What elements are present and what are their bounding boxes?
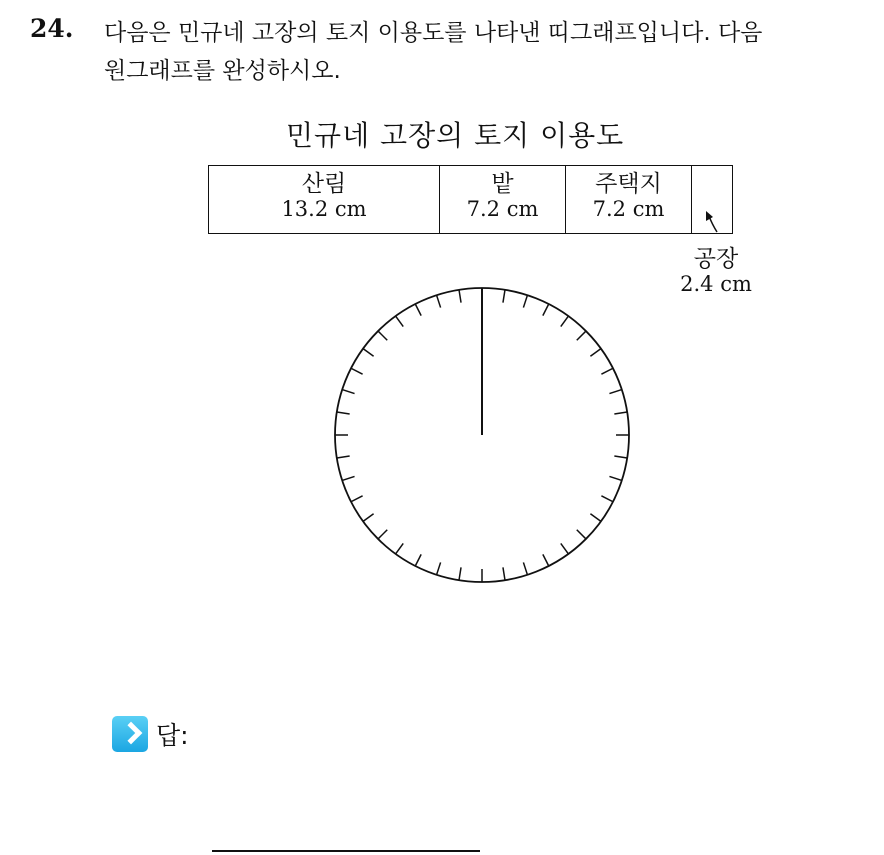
circle-tick: [363, 514, 374, 522]
circle-tick: [523, 295, 527, 307]
circle-tick: [543, 304, 549, 316]
question-number: 24.: [30, 14, 74, 43]
question-line-2: 원그래프를 완성하시오.: [104, 58, 341, 84]
circle-tick: [609, 476, 621, 480]
segment-name: 공장: [693, 246, 739, 272]
circle-tick: [396, 316, 404, 327]
circle-tick: [351, 368, 363, 374]
segment-value: 2.4 cm: [680, 272, 752, 296]
circle-tick: [561, 543, 569, 554]
circle-tick: [577, 331, 586, 340]
circle-tick: [437, 562, 441, 574]
question-line-1: 다음은 민규네 고장의 토지 이용도를 나타낸 띠그래프입니다. 다음: [104, 20, 763, 46]
circle-tick: [459, 290, 461, 303]
circle-tick: [378, 530, 387, 539]
circle-tick: [614, 456, 627, 458]
circle-tick: [415, 554, 421, 566]
chevron-right-icon: [112, 716, 148, 752]
circle-tick: [342, 476, 354, 480]
circle-tick: [523, 562, 527, 574]
answer-input-line[interactable]: [212, 850, 480, 852]
circle-tick: [415, 304, 421, 316]
circle-tick: [561, 316, 569, 327]
circle-tick: [437, 295, 441, 307]
circle-tick: [363, 349, 374, 357]
circle-tick: [609, 390, 621, 394]
circle-tick: [378, 331, 387, 340]
circle-tick: [590, 514, 601, 522]
circle-tick: [577, 530, 586, 539]
circle-graph: [335, 288, 629, 582]
circle-tick: [337, 412, 350, 414]
segment-name: 산림: [301, 171, 347, 197]
circle-tick: [396, 543, 404, 554]
circle-tick: [601, 368, 613, 374]
answer-label: 답:: [156, 721, 189, 750]
answer-row: [112, 716, 189, 752]
circle-tick: [503, 290, 505, 303]
circle-tick: [543, 554, 549, 566]
circle-tick: [459, 567, 461, 580]
segment-value: 7.2 cm: [466, 197, 539, 221]
circle-tick: [503, 567, 505, 580]
circle-tick: [351, 496, 363, 502]
segment-value: 7.2 cm: [592, 197, 665, 221]
circle-tick: [337, 456, 350, 458]
graph-title: 민규네 고장의 토지 이용도: [286, 119, 625, 152]
factory-arrow: [706, 211, 717, 232]
circle-tick: [601, 496, 613, 502]
segment-name: 주택지: [595, 171, 662, 197]
circle-tick: [590, 349, 601, 357]
circle-tick: [342, 390, 354, 394]
segment-name: 밭: [491, 171, 514, 197]
circle-tick: [614, 412, 627, 414]
segment-value: 13.2 cm: [281, 197, 367, 221]
